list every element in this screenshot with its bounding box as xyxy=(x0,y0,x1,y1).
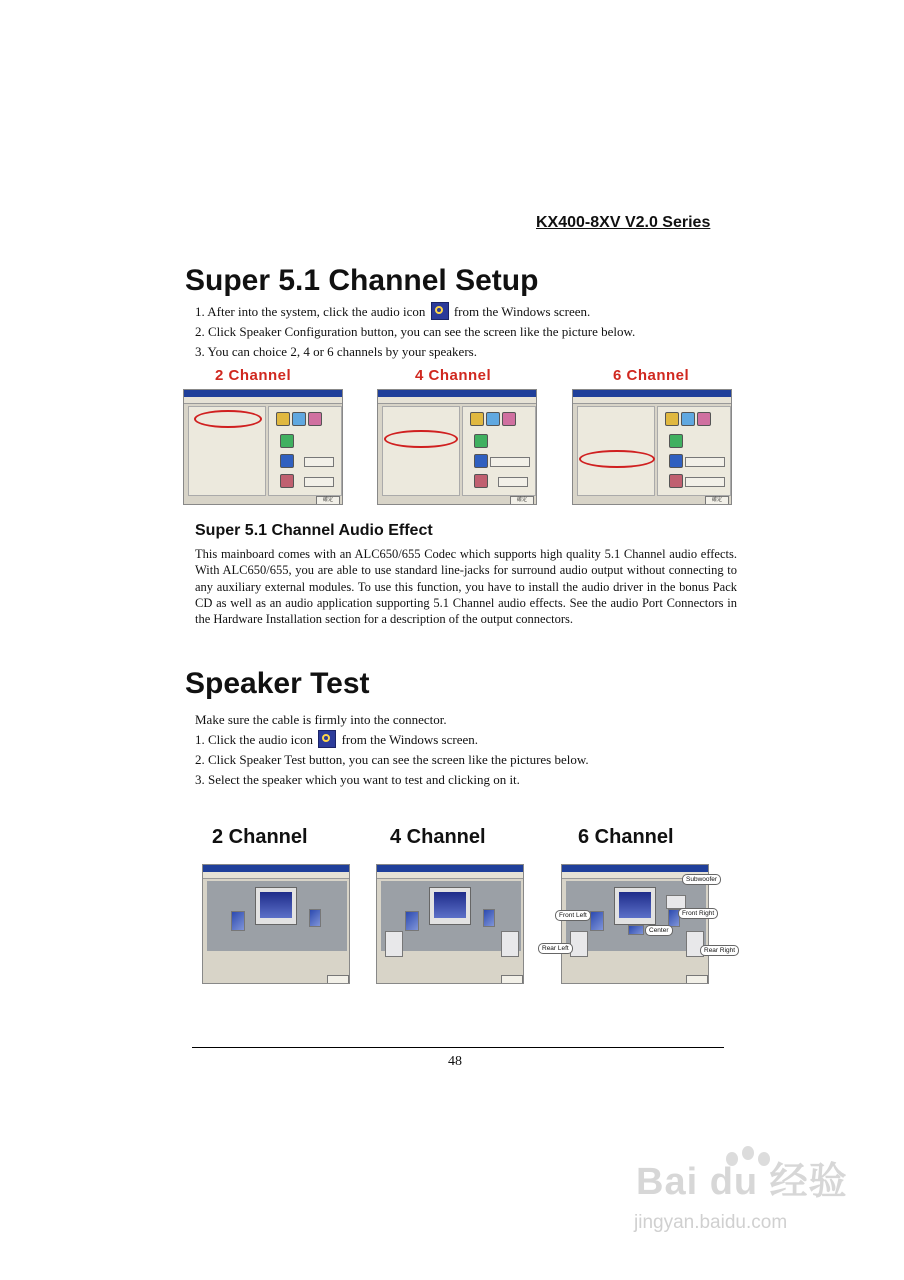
series-header: KX400-8XV V2.0 Series xyxy=(536,214,711,231)
speaker-step-3: 3. Select the speaker which you want to test and clicking on it. xyxy=(195,772,520,787)
config-dialog-4-channel xyxy=(377,389,537,505)
ok-button: 確定 xyxy=(705,496,729,505)
setup-label-4-channel: 4 Channel xyxy=(415,367,492,384)
setup-step-2: 2. Click Speaker Configuration button, you can see the screen like the picture below. xyxy=(195,324,636,339)
watermark-url: jingyan.baidu.com xyxy=(634,1212,788,1233)
subsection-title-audio-effect: Super 5.1 Channel Audio Effect xyxy=(195,522,433,539)
speaker-tag-rear-right: Rear Right xyxy=(700,945,739,956)
audio-icon xyxy=(318,730,336,748)
config-dialog-6-channel xyxy=(572,389,732,505)
speaker-label-4-channel: 4 Channel xyxy=(390,826,486,848)
setup-label-2-channel: 2 Channel xyxy=(215,367,292,384)
watermark-logo: Bai du 经验 xyxy=(636,1161,848,1203)
audio-effect-paragraph: This mainboard comes with an ALC650/655 Codec which supports high quality 5.1 Channel audio effects. With ALC650/655, you are able to use standard line-jacks for surround audio output without connecting to any auxiliary external modules. To use this function, you have to install the audio driver in the bonus Pack CD as well as an audio application supporting 5.1 Channel audio effects. See the audio Port Connectors in the Hardware Installation section for a description of the output connectors. xyxy=(195,547,737,627)
setup-step-1-before: 1. After into the system, click the audio icon xyxy=(195,304,426,319)
footer-rule xyxy=(192,1047,724,1048)
audio-icon xyxy=(431,302,449,320)
setup-label-6-channel: 6 Channel xyxy=(613,367,690,384)
speaker-step-1-after: from the Windows screen. xyxy=(341,732,478,747)
setup-step-3: 3. You can choice 2, 4 or 6 channels by your speakers. xyxy=(195,344,477,359)
page-number: 48 xyxy=(448,1054,462,1069)
speaker-tag-center: Center xyxy=(645,925,673,936)
speaker-tag-subwoofer: Subwoofer xyxy=(682,874,721,885)
speaker-label-6-channel: 6 Channel xyxy=(578,826,674,848)
speaker-tag-front-right: Front Right xyxy=(678,908,718,919)
speaker-test-dialog-4-channel xyxy=(376,864,524,984)
ok-button: 確定 xyxy=(316,496,340,505)
speaker-test-intro: Make sure the cable is firmly into the connector. xyxy=(195,712,447,727)
speaker-step-1 xyxy=(195,730,478,750)
speaker-tag-front-left: Front Left xyxy=(555,910,591,921)
speaker-test-dialog-2-channel xyxy=(202,864,350,984)
speaker-step-1-before: 1. Click the audio icon xyxy=(195,732,314,747)
ok-button: 確定 xyxy=(510,496,534,505)
setup-step-1-after: from the Windows screen. xyxy=(453,304,591,319)
setup-step-1 xyxy=(195,302,590,322)
section-title-channel-setup: Super 5.1 Channel Setup xyxy=(185,264,539,297)
section-title-speaker-test: Speaker Test xyxy=(185,667,370,700)
config-dialog-2-channel xyxy=(183,389,343,505)
speaker-tag-rear-left: Rear Left xyxy=(538,943,573,954)
speaker-step-2: 2. Click Speaker Test button, you can see the screen like the pictures below. xyxy=(195,752,589,767)
speaker-label-2-channel: 2 Channel xyxy=(212,826,308,848)
